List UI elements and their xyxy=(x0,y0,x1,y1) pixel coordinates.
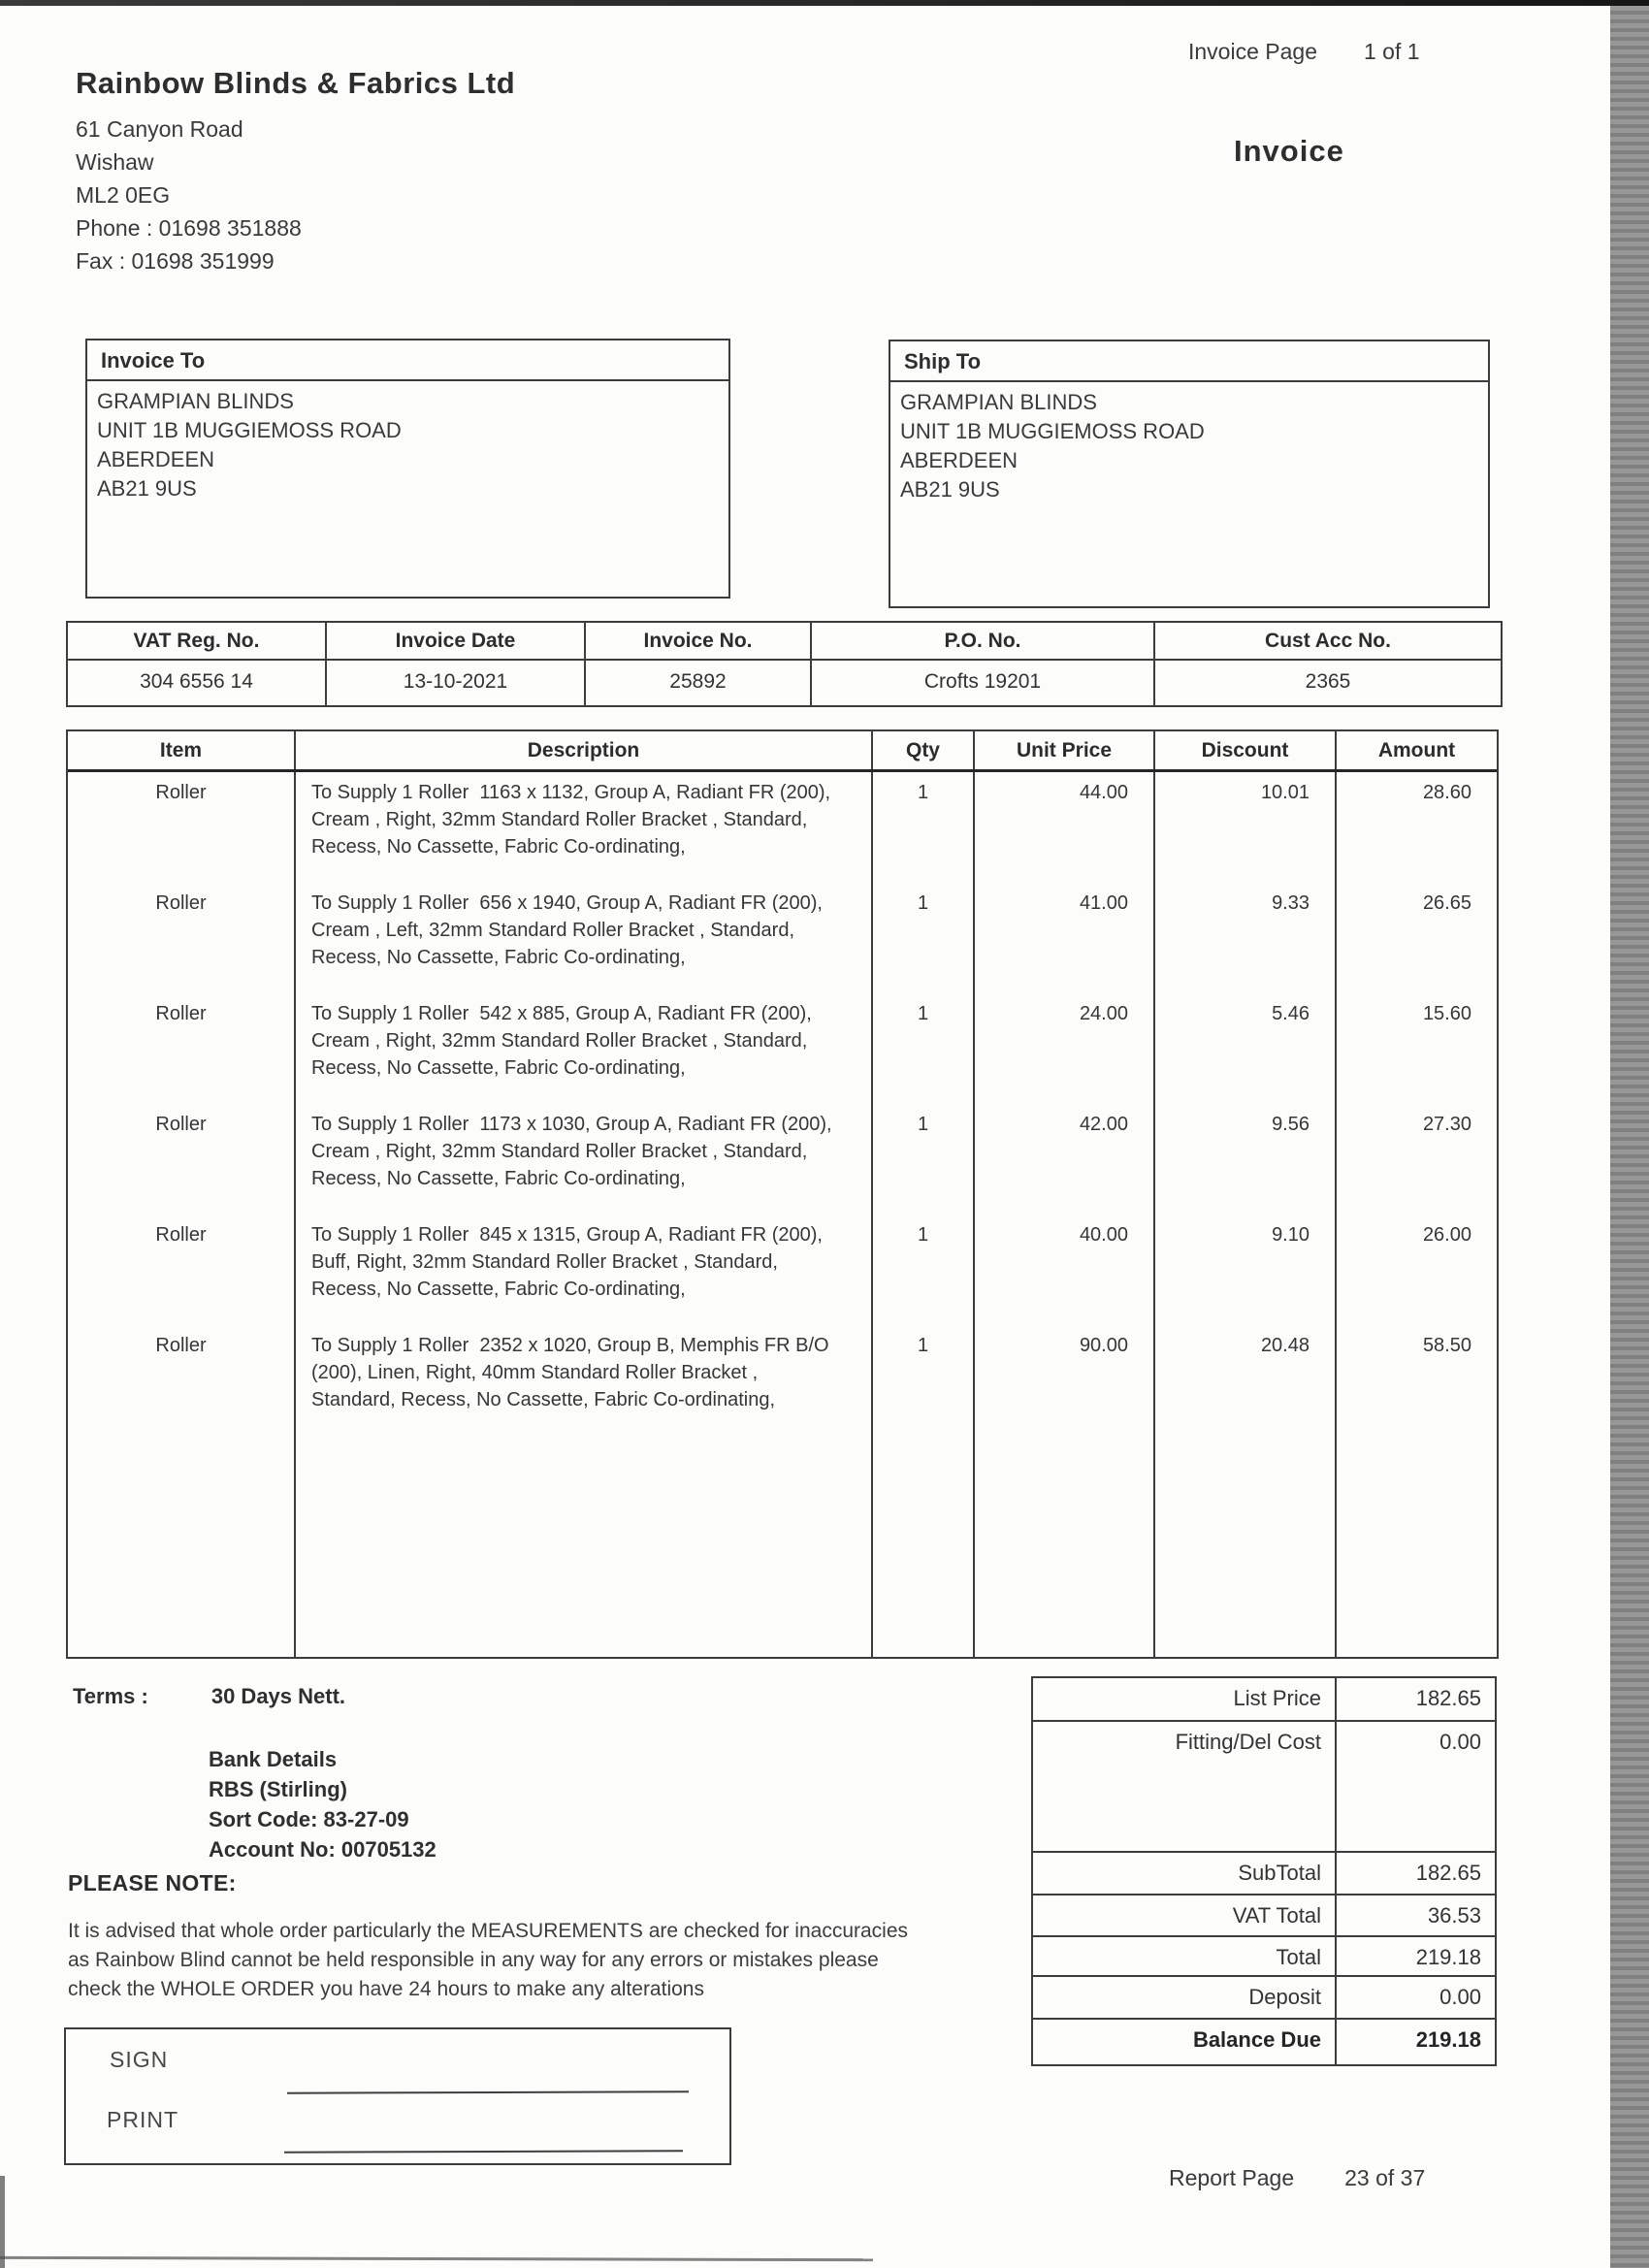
totals-value: 36.53 xyxy=(1427,1903,1481,1928)
item-description xyxy=(294,1325,871,1436)
totals-value: 0.00 xyxy=(1439,1985,1481,2009)
column-header: Cust Acc No. xyxy=(1153,623,1501,659)
item-discount: 10.01 xyxy=(1153,772,1335,883)
invoice-to-label: Invoice To xyxy=(87,340,728,381)
report-page-ref xyxy=(1169,2165,1425,2191)
item-type: Roller xyxy=(155,1335,207,1356)
item-description xyxy=(294,772,871,883)
item-type: Roller xyxy=(155,1224,207,1246)
report-page-label: Report Page xyxy=(1169,2165,1295,2190)
item-qty: 1 xyxy=(871,993,973,1104)
item-type: Roller xyxy=(155,1003,207,1024)
items-body xyxy=(68,772,1497,1657)
item-description-text: To Supply 1 Roller 2352 x 1020, Group B, Memphis FR B/O (200), Linen, Right, 40mm Standard Roller Bracket , Standard, Recess, No Cassette, Fabric Co-ordinating, xyxy=(311,1335,835,1410)
report-page-value: 23 of 37 xyxy=(1344,2165,1426,2190)
totals-label: Deposit xyxy=(1033,1977,1337,2018)
bank-details-line: RBS (Stirling) xyxy=(209,1777,347,1801)
please-note-body: It is advised that whole order particularly the MEASUREMENTS are checked for inaccuracies as Rainbow Blind cannot be held responsible in any way for any errors or mistakes please check the WHOLE ORDER you have 24 hours to make any alterations xyxy=(68,1920,909,2000)
table-row xyxy=(68,1104,1497,1215)
column-header: Discount xyxy=(1153,731,1335,769)
empty-cell xyxy=(294,1436,871,1657)
company-phone: Phone : 01698 351888 xyxy=(76,215,302,241)
empty-cell xyxy=(871,1436,973,1657)
totals-row-balance-due xyxy=(1031,2018,1497,2066)
totals-label: List Price xyxy=(1033,1678,1337,1720)
print-line xyxy=(284,2150,683,2153)
column-header: Amount xyxy=(1335,731,1497,769)
invoice-date: 13-10-2021 xyxy=(325,661,584,705)
totals-row-deposit xyxy=(1031,1975,1497,2020)
scan-edge-bottom xyxy=(0,2256,873,2261)
item-type: Roller xyxy=(155,1114,207,1135)
address-line: ABERDEEN xyxy=(97,447,215,471)
empty-cell xyxy=(1335,1436,1497,1657)
item-unit-price: 24.00 xyxy=(973,993,1153,1104)
totals-row-subtotal xyxy=(1031,1851,1497,1895)
item-type: Roller xyxy=(155,892,207,914)
scan-edge-left xyxy=(0,2176,5,2268)
item-description xyxy=(294,1215,871,1325)
scan-edge-top xyxy=(0,0,1649,6)
item-discount: 9.10 xyxy=(1153,1215,1335,1325)
item-qty: 1 xyxy=(871,1104,973,1215)
item-qty: 1 xyxy=(871,1215,973,1325)
totals-label: Fitting/Del Cost xyxy=(1033,1722,1337,1851)
company-name: Rainbow Blinds & Fabrics Ltd xyxy=(76,66,516,100)
bank-details-line: Account No: 00705132 xyxy=(209,1837,436,1862)
address-line: AB21 9US xyxy=(97,476,197,501)
company-header xyxy=(76,66,515,277)
company-address-line: ML2 0EG xyxy=(76,182,171,208)
company-fax: Fax : 01698 351999 xyxy=(76,248,275,274)
empty-cell xyxy=(973,1436,1153,1657)
invoice-page-ref xyxy=(1188,39,1420,65)
address-line: UNIT 1B MUGGIEMOSS ROAD xyxy=(900,419,1205,443)
bank-details xyxy=(209,1744,436,1864)
company-address-line: Wishaw xyxy=(76,149,154,175)
reference-header-row xyxy=(68,623,1501,661)
line-items-table xyxy=(66,729,1499,1659)
table-row xyxy=(68,993,1497,1104)
terms-value: 30 Days Nett. xyxy=(210,1684,346,1708)
column-header: Invoice No. xyxy=(584,623,810,659)
address-line: GRAMPIAN BLINDS xyxy=(900,390,1097,414)
item-qty: 1 xyxy=(871,772,973,883)
totals-row-fitting-del-cost xyxy=(1031,1720,1497,1853)
sign-label: SIGN xyxy=(110,2047,169,2072)
column-header: Unit Price xyxy=(973,731,1153,769)
vat-reg-no: 304 6556 14 xyxy=(140,670,253,693)
table-row xyxy=(68,1215,1497,1325)
table-row xyxy=(68,772,1497,883)
item-amount: 27.30 xyxy=(1335,1104,1497,1215)
totals-value: 219.18 xyxy=(1415,2027,1481,2052)
totals-label: SubTotal xyxy=(1033,1853,1337,1894)
totals-label: Balance Due xyxy=(1033,2020,1337,2064)
item-description-text: To Supply 1 Roller 542 x 885, Group A, Radiant FR (200), Cream , Right, 32mm Standard Roller Bracket , Standard, Recess, No Cassette, Fabric Co-ordinating, xyxy=(311,1003,818,1079)
totals-row-list-price xyxy=(1031,1676,1497,1722)
invoice-page-value: 1 of 1 xyxy=(1363,39,1420,64)
terms-label: Terms : xyxy=(73,1684,148,1708)
item-amount: 58.50 xyxy=(1335,1325,1497,1436)
table-row xyxy=(68,1325,1497,1436)
invoice-reference-table xyxy=(66,621,1503,707)
totals-row-vat-total xyxy=(1031,1894,1497,1937)
reference-value-row xyxy=(68,661,1501,705)
item-discount: 5.46 xyxy=(1153,993,1335,1104)
item-unit-price: 40.00 xyxy=(973,1215,1153,1325)
item-type: Roller xyxy=(155,782,207,803)
column-header: Description xyxy=(294,731,871,769)
sign-line xyxy=(287,2090,689,2093)
item-description xyxy=(294,1104,871,1215)
totals-label: VAT Total xyxy=(1033,1895,1337,1935)
items-header-row xyxy=(68,731,1497,772)
column-header: P.O. No. xyxy=(810,623,1153,659)
item-qty: 1 xyxy=(871,883,973,993)
item-amount: 26.00 xyxy=(1335,1215,1497,1325)
totals-row-total xyxy=(1031,1935,1497,1977)
item-discount: 20.48 xyxy=(1153,1325,1335,1436)
item-unit-price: 90.00 xyxy=(973,1325,1153,1436)
totals-table xyxy=(1031,1676,1497,2066)
column-header: VAT Reg. No. xyxy=(133,630,260,652)
column-header: Qty xyxy=(871,731,973,769)
item-amount: 15.60 xyxy=(1335,993,1497,1104)
print-label: PRINT xyxy=(107,2107,178,2132)
invoice-page-label: Invoice Page xyxy=(1188,39,1317,64)
please-note-heading: PLEASE NOTE: xyxy=(68,1870,237,1895)
item-unit-price: 42.00 xyxy=(973,1104,1153,1215)
item-qty: 1 xyxy=(871,1325,973,1436)
signature-box xyxy=(64,2027,731,2165)
invoice-no: 25892 xyxy=(584,661,810,705)
po-no: Crofts 19201 xyxy=(810,661,1153,705)
totals-label: Total xyxy=(1033,1937,1337,1975)
item-discount: 9.56 xyxy=(1153,1104,1335,1215)
item-description xyxy=(294,883,871,993)
empty-cell xyxy=(1153,1436,1335,1657)
item-unit-price: 44.00 xyxy=(973,772,1153,883)
totals-value: 182.65 xyxy=(1415,1861,1481,1885)
item-discount: 9.33 xyxy=(1153,883,1335,993)
invoice-to-address xyxy=(87,381,728,509)
item-unit-price: 41.00 xyxy=(973,883,1153,993)
ship-to-address xyxy=(890,382,1488,510)
column-header: Invoice Date xyxy=(325,623,584,659)
address-line: GRAMPIAN BLINDS xyxy=(97,389,294,413)
scan-edge-right xyxy=(1610,6,1649,2268)
cust-acc-no: 2365 xyxy=(1153,661,1501,705)
column-header: Item xyxy=(159,739,203,761)
totals-value: 0.00 xyxy=(1439,1730,1481,1754)
item-description xyxy=(294,993,871,1104)
address-line: AB21 9US xyxy=(900,477,1000,502)
totals-value: 182.65 xyxy=(1415,1686,1481,1710)
invoice-to-box xyxy=(85,339,730,599)
ship-to-box xyxy=(889,340,1490,608)
company-address-line: 61 Canyon Road xyxy=(76,116,243,142)
ship-to-label: Ship To xyxy=(890,341,1488,382)
empty-cell xyxy=(68,1436,294,1657)
item-description-text: To Supply 1 Roller 1173 x 1030, Group A, Radiant FR (200), Cream , Right, 32mm Standard Roller Bracket , Standard, Recess, No Cassette, Fabric Co-ordinating, xyxy=(311,1114,838,1189)
invoice-title: Invoice xyxy=(1234,134,1344,168)
totals-value: 219.18 xyxy=(1415,1945,1481,1969)
item-amount: 26.65 xyxy=(1335,883,1497,993)
item-description-text: To Supply 1 Roller 845 x 1315, Group A, Radiant FR (200), Buff, Right, 32mm Standard Roller Bracket , Standard, Recess, No Cassette, Fabric Co-ordinating, xyxy=(311,1224,828,1300)
bank-details-line: Sort Code: 83-27-09 xyxy=(209,1807,409,1831)
address-line: UNIT 1B MUGGIEMOSS ROAD xyxy=(97,418,402,442)
item-amount: 28.60 xyxy=(1335,772,1497,883)
terms-row xyxy=(73,1684,345,1709)
table-row xyxy=(68,883,1497,993)
items-empty-space xyxy=(68,1436,1497,1657)
item-description-text: To Supply 1 Roller 1163 x 1132, Group A, Radiant FR (200), Cream , Right, 32mm Standard Roller Bracket , Standard, Recess, No Cassette, Fabric Co-ordinating, xyxy=(311,782,836,858)
item-description-text: To Supply 1 Roller 656 x 1940, Group A, Radiant FR (200), Cream , Left, 32mm Standard Roller Bracket , Standard, Recess, No Cassette, Fabric Co-ordinating, xyxy=(311,892,828,968)
address-line: ABERDEEN xyxy=(900,448,1018,472)
bank-details-line: Bank Details xyxy=(209,1747,338,1771)
